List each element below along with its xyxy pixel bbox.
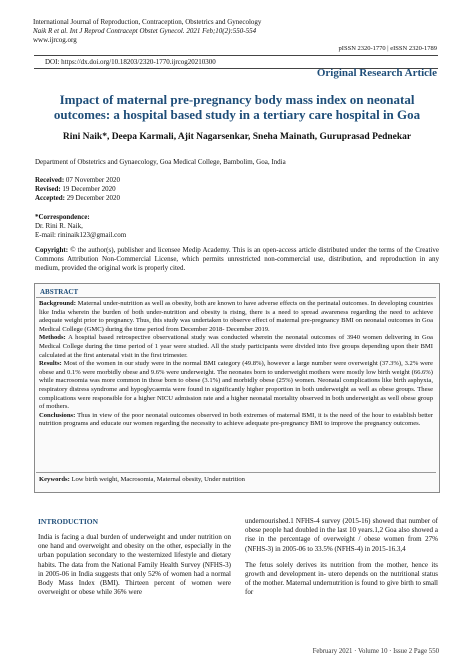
doi-link[interactable]: DOI: https://dx.doi.org/10.18203/2320-1770.ijrcog20210300 [45, 58, 216, 66]
revised-label: Revised: [35, 185, 61, 193]
keywords-label: Keywords: [39, 476, 70, 483]
journal-name: International Journal of Reproduction, Contraception, Obstetrics and Gynecology [33, 18, 262, 26]
received-label: Received: [35, 176, 65, 184]
abstract-divider [36, 297, 436, 298]
correspondence-email[interactable]: E-mail: rininaik123@gmail.com [35, 231, 127, 239]
methods-text: A hospital based retrospective observational study was conducted wherein the neonatal outcomes of 3940 women delivering in Goa Medical College during the time period of 1 year were studied. All the study participants were divided into five groups depending upon their BMI calculated at the first antenatal visit in the first trimester. [39, 334, 433, 359]
correspondence [35, 213, 126, 240]
authors: Rini Naik*, Deepa Karmali, Ajit Nagarsenkar, Sneha Mainath, Guruprasad Pednekar [62, 132, 412, 142]
paper-title: Impact of maternal pre-pregnancy body mass index on neonatal outcomes: a hospital based study in a tertiary care hospital in Goa [53, 92, 421, 122]
intro-paragraph-2: undernourished.1 NFHS-4 survey (2015-16) showed that number of obese people had doubled in the last 10 years.1,2 Goa also showed a rise in the percentage of overweight / obese women from 27% (NFHS-3) in 2005-06 to 33.5% (NFHS-4) in 2015-16.3,4 [245, 517, 438, 553]
results-text: Most of the women in our study were in the normal BMI category (49.8%), however a large number were overweight (37.3%), 3.2% were obese and 0.1% were morbidly obese and 9.6% were underweight. The neonates born to underweight mothers were mostly low birth weight (66.6%) while macrosomia was more common in those born to obese (3.1%) and morbidly obese (25%) women. Neonatal complications like birth asphyxia, respiratory distress syndrome and hypoglycaemia were found in significantly higher proportion in both underweight as well as obese groups. These complications were responsible for a higher NICU admission rate and a higher neonatal mortality observed in both underweight as well obese group of mothers. [39, 360, 433, 411]
received-date: 07 November 2020 [65, 176, 120, 184]
introduction-column-2 [245, 517, 438, 605]
journal-header [33, 18, 313, 45]
copyright-label: Copyright: [35, 246, 69, 254]
abstract-body [39, 300, 433, 429]
citation: Naik R et al. Int J Reprod Contracept Obstet Gynecol. 2021 Feb;10(2):550-554 [33, 27, 257, 35]
copyright [35, 246, 439, 273]
top-divider [34, 55, 438, 56]
accepted-label: Accepted: [35, 194, 65, 202]
correspondence-label: *Correspondence: [35, 213, 90, 221]
background-text: Maternal under-nutrition as well as obesity, both are known to have adverse effects on the perinatal outcomes. In developing countries like India wherein the burden of both under-nutrition and obesity is rising, there is a need to spread awareness regarding the need to achieve adequate weight prior to pregnancy. Thus, this study was undertaken to observe effect of maternal pre-pregnancy BMI on neonatal outcomes in Goa Medical College (GMC) during the time period from December 2018- December 2019. [39, 300, 433, 333]
abstract-heading: ABSTRACT [40, 288, 79, 296]
intro-paragraph-1: India is facing a dual burden of underweight and under nutrition on one hand and overweight and obesity on the other, especially in the urban population secondary to the westernized lifestyle and dietary habits. The data from the National Family Health Survey (NFHS-3) in 2005-06 in India suggests that only 52% of women had a normal Body Mass Index (BMI). Thirteen percent of women were overweight or obese while 36% were [38, 533, 231, 597]
journal-website[interactable]: www.ijrcog.org [33, 36, 77, 44]
intro-paragraph-3: The fetus solely derives its nutrition from the mother, hence its growth and development in- utero depends on the nutritional status of the mother. Maternal undernutrition is found to give birth to small for [245, 560, 438, 597]
introduction-heading: INTRODUCTION [38, 517, 99, 526]
accepted-date: 29 December 2020 [66, 194, 120, 202]
conclusions-label: Conclusions: [39, 411, 76, 419]
conclusions-text: Thus in view of the poor neonatal outcomes observed in both extremes of maternal BMI, it is the need of the hour to establish better nutrition programs and educate our women regarding the necessity to achieve adequate pre-pregnancy BMI to improve the pregnancy outcomes. [39, 411, 433, 428]
copyright-text: © the author(s), publisher and licensee Medip Academy. This is an open-access article distributed under the terms of the Creative Commons Attribution Non-Commercial License, which permits unrestricted non-commercial use, distribution, and reproduction in any medium, provided the original work is properly cited. [35, 246, 439, 272]
page-footer: February 2021 · Volume 10 · Issue 2 Page 550 [312, 648, 439, 655]
affiliation: Department of Obstetrics and Gynaecology, Goa Medical College, Bambolim, Goa, India [35, 158, 286, 166]
correspondence-name: Dr. Rini R. Naik, [35, 222, 83, 230]
article-type: Original Research Article [316, 67, 437, 79]
issn: pISSN 2320-1770 | eISSN 2320-1789 [338, 45, 437, 52]
results-label: Results: [39, 360, 62, 368]
background-label: Background: [39, 300, 76, 307]
keywords [39, 476, 433, 483]
introduction-column-1 [38, 533, 231, 604]
article-dates [35, 176, 120, 203]
keywords-divider [36, 472, 436, 473]
revised-date: 19 December 2020 [62, 185, 116, 193]
methods-label: Methods: [39, 334, 66, 342]
keywords-text: Low birth weight, Macrosomia, Maternal obesity, Under nutrition [71, 476, 245, 483]
